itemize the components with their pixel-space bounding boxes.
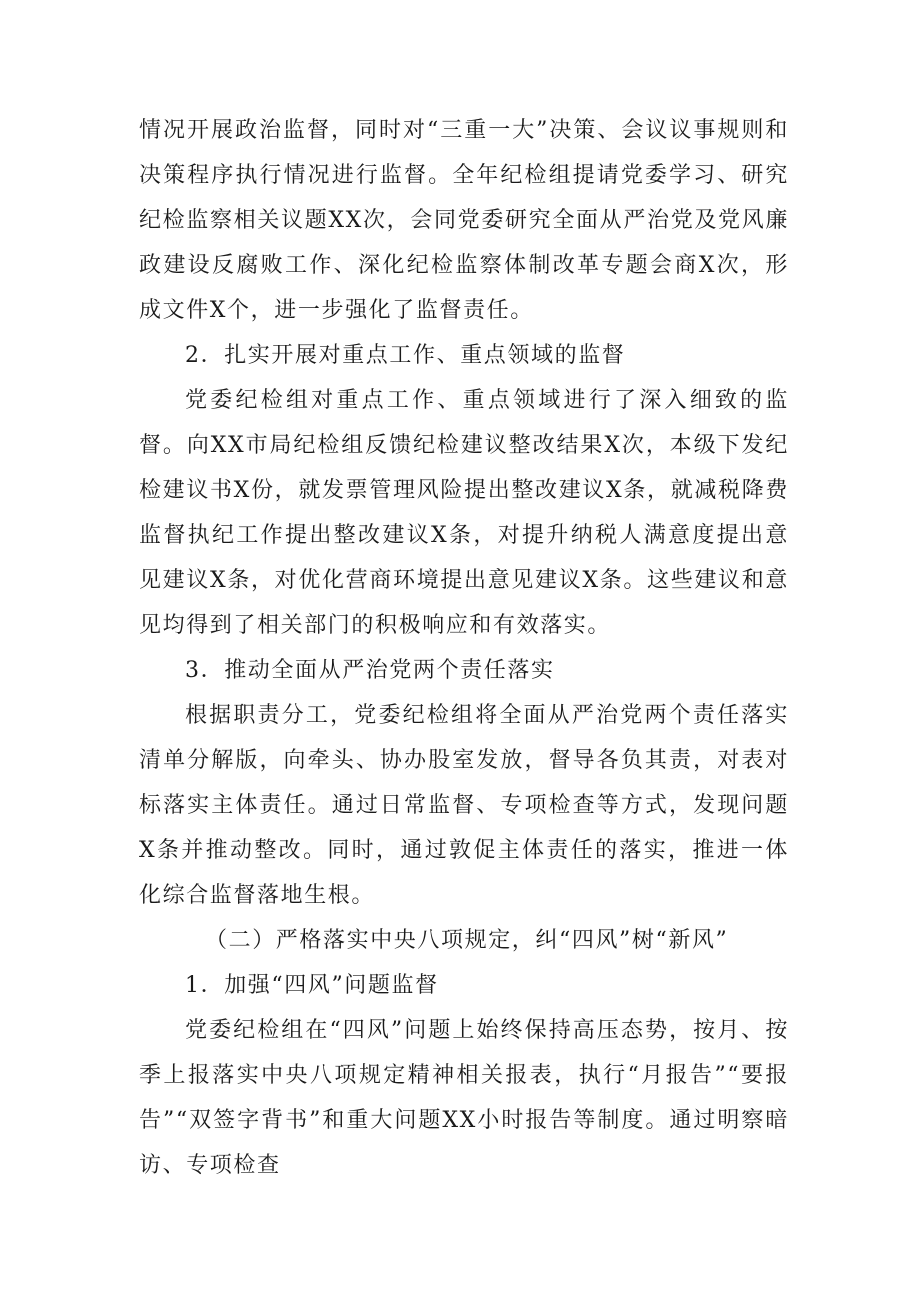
section-heading-2: （二）严格落实中央八项规定，纠“四风”树“新风” — [205, 928, 729, 953]
document-body — [139, 108, 789, 1188]
paragraph-responsibility: 根据职责分工，党委纪检组将全面从严治党两个责任落实清单分解版，向牵头、协办股室发放，督导各负其责，对表对标落实主体责任。通过日常监督、专项检查等方式，发现问题X条并推动整改。同时，通过敦促主体责任的落实，推进一体化综合监督落地生根。 — [139, 703, 789, 908]
paragraph-four-winds: 党委纪检组在“四风”问题上始终保持高压态势，按月、按季上报落实中央八项规定精神相关报表，执行“月报告”“要报告”“双签字背书”和重大问题XX小时报告等制度。通过明察暗访、专项检查 — [139, 1018, 789, 1178]
subheading-2: 2．扎实开展对重点工作、重点领域的监督 — [185, 343, 626, 368]
subheading-1: 1．加强“四风”问题监督 — [185, 973, 439, 998]
paragraph-key-areas: 党委纪检组对重点工作、重点领域进行了深入细致的监督。向XX市局纪检组反馈纪检建议整改结果X次，本级下发纪检建议书X份，就发票管理风险提出整改建议X条，就减税降费监督执纪工作提出整改建议X条，对提升纳税人满意度提出意见建议X条，对优化营商环境提出意见建议X条。这些建议和意见均得到了相关部门的积极响应和有效落实。 — [139, 388, 789, 638]
subheading-3: 3．推动全面从严治党两个责任落实 — [185, 658, 555, 683]
paragraph-continued: 情况开展政治监督，同时对“三重一大”决策、会议议事规则和决策程序执行情况进行监督。全年纪检组提请党委学习、研究纪检监察相关议题XX次，会同党委研究全面从严治党及党风廉政建设反腐败工作、深化纪检监察体制改革专题会商X次，形成文件X个，进一步强化了监督责任。 — [139, 118, 789, 323]
